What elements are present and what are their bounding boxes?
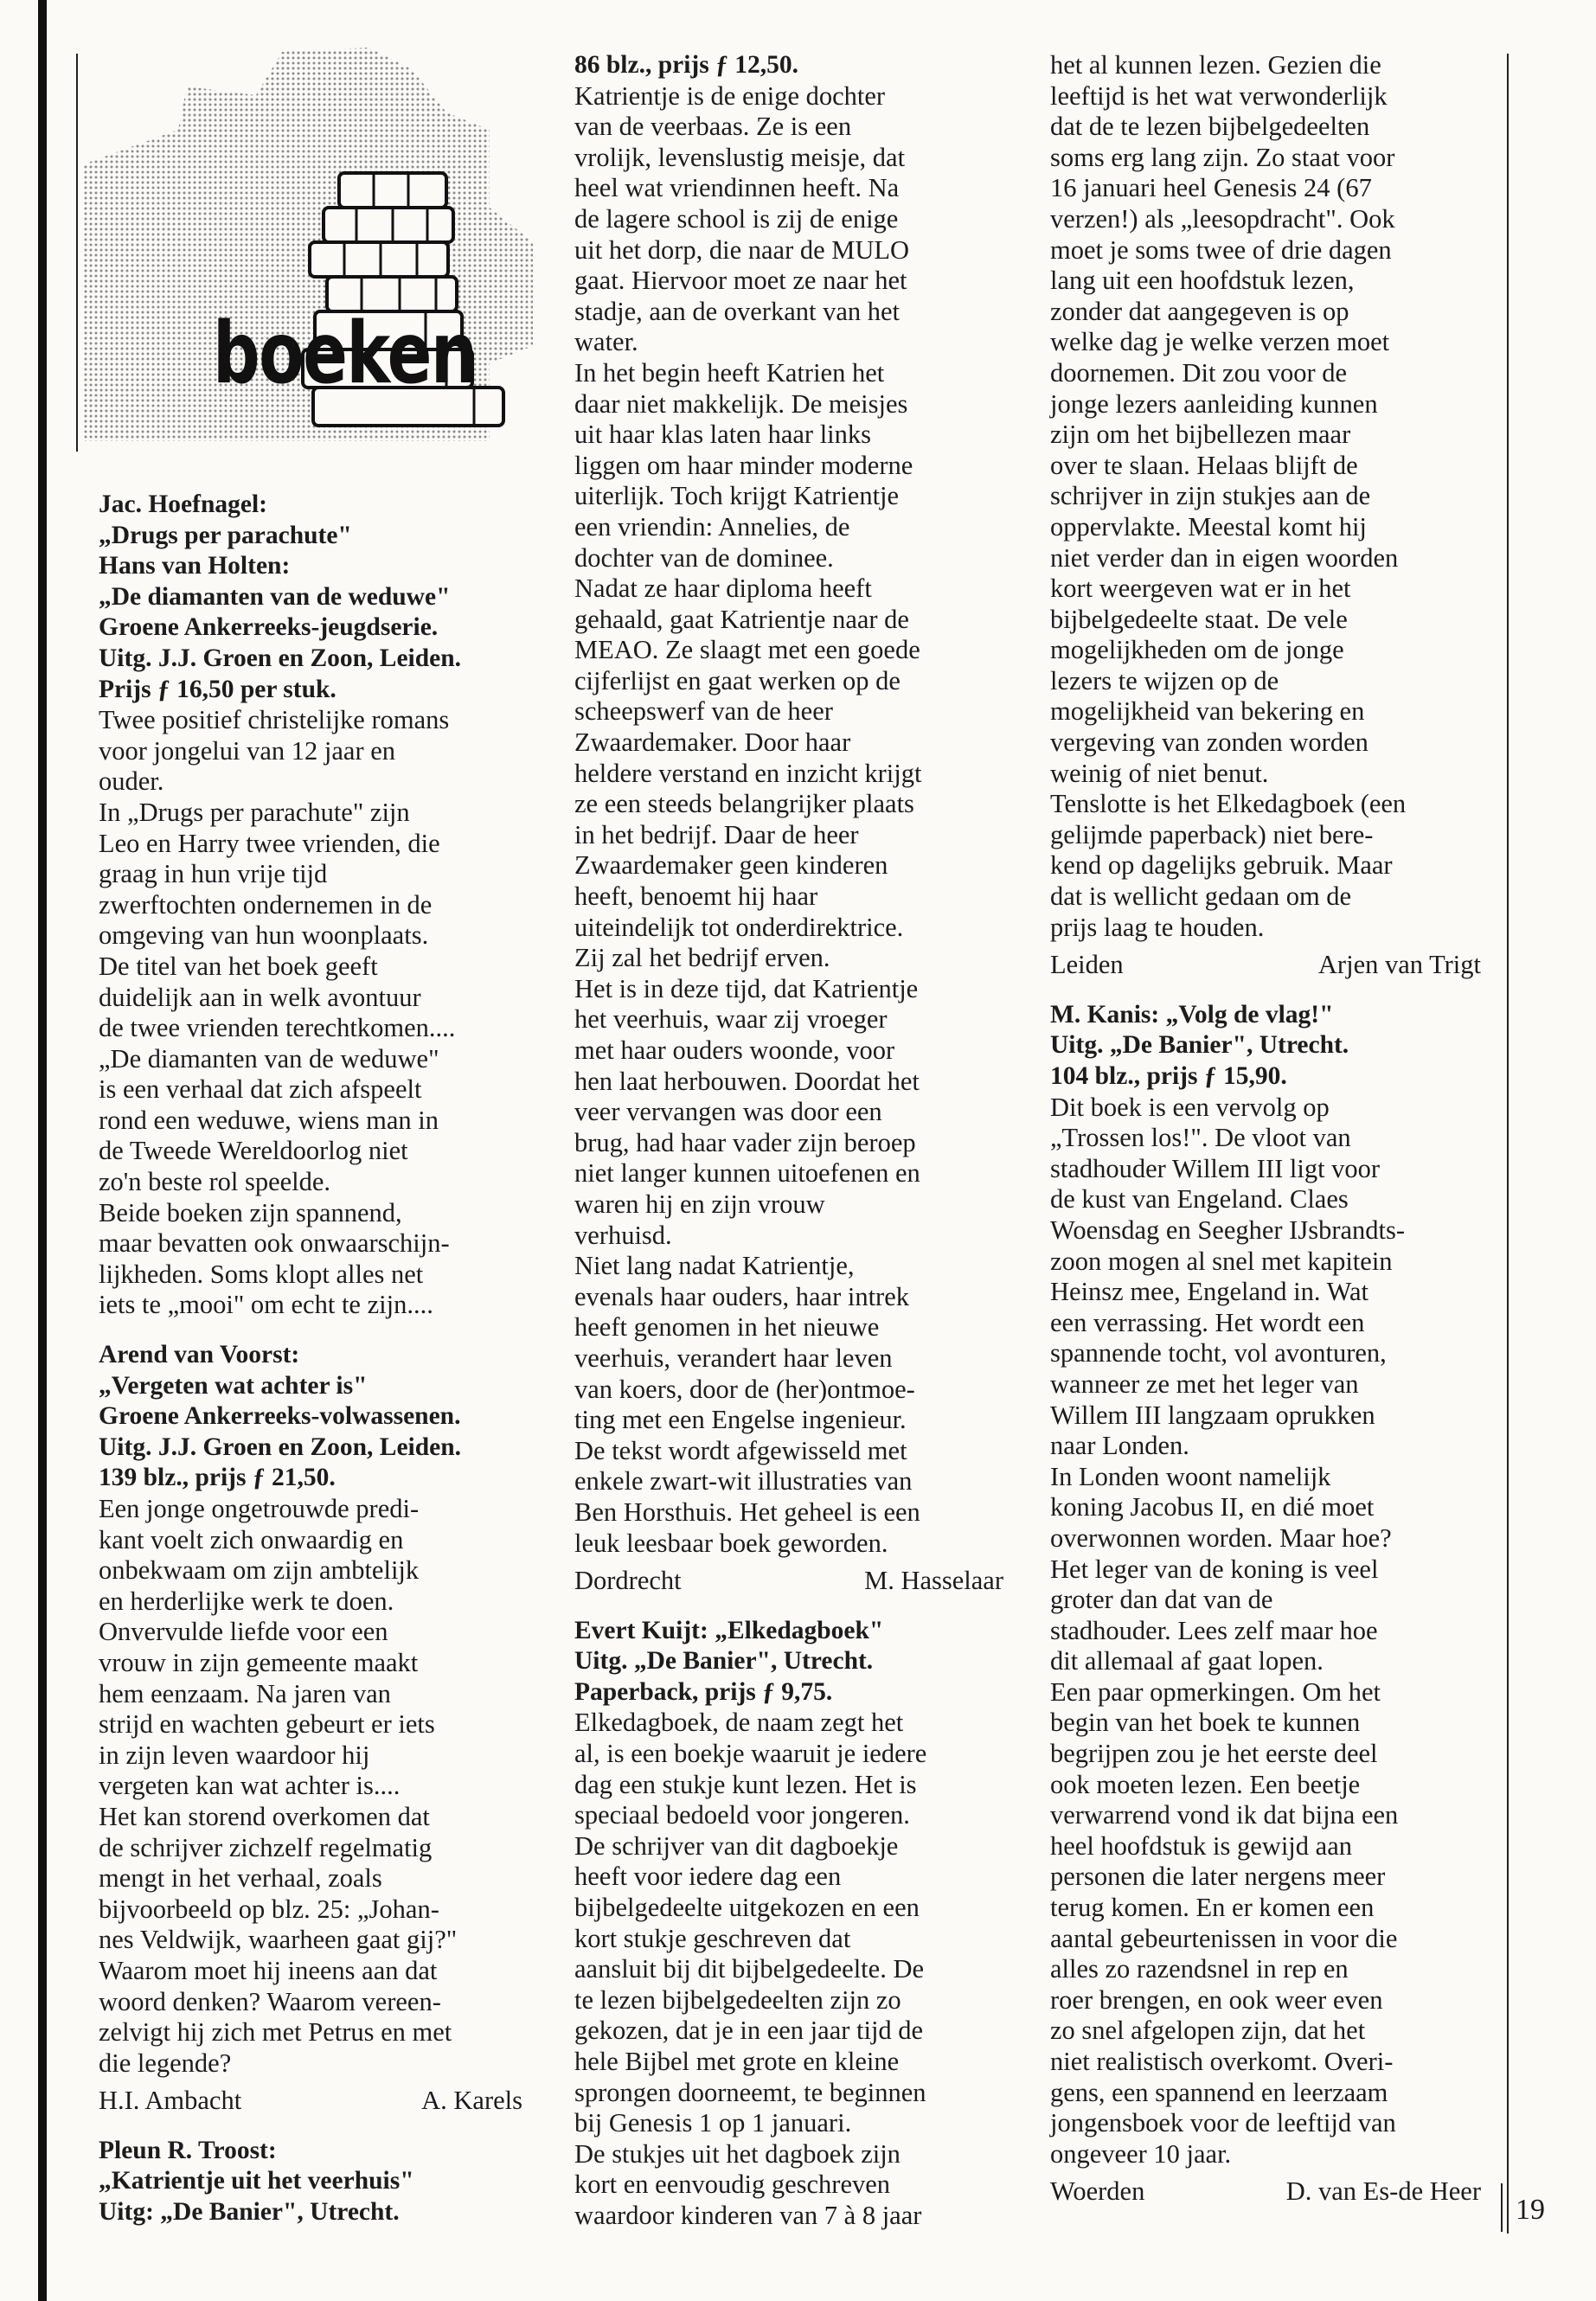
text-line: graag in hun vrije tijd [99,859,328,889]
text-line: omgeving van hun woonplaats. [99,920,429,951]
text-line: heeft genomen in het nieuwe [574,1312,880,1343]
text-line: dat is wellicht gedaan om de [1050,881,1352,912]
section-title: boeken [213,304,477,403]
text-line: heldere verstand en inzicht krijgt [574,758,922,788]
text-line: In Londen woont namelijk [1050,1461,1331,1491]
text-line: leuk leesbaar boek geworden. [574,1528,888,1558]
text-line: zijn om het bijbellezen maar [1050,420,1351,450]
text-line: veer vervangen was door een [574,1097,882,1127]
page-number-rule [1501,2183,1503,2232]
review-body [1050,1093,1481,2170]
text-line: heeft, benoemt hij haar [574,881,818,912]
heading-line: Uitg. „De Banier", Utrecht. [1050,1031,1349,1060]
text-line: Een jonge ongetrouwde predi- [99,1494,420,1523]
text-line: het al kunnen lezen. Gezien die [1050,50,1381,80]
text-line: daar niet makkelijk. De meisjes [574,388,908,419]
text-line: een verrassing. Het wordt een [1050,1307,1365,1337]
review-body [574,1708,1003,2231]
text-line: Tenslotte is het Elkedagboek (een [1050,789,1407,819]
text-line: en herderlijke werk te doen. [99,1586,394,1616]
signature-place: Leiden [1050,950,1124,980]
text-line: mogelijkheid van bekering en [1050,696,1365,727]
text-line: niet langer kunnen uitoefenen en [574,1158,920,1189]
signature-place: Woerden [1050,2176,1145,2207]
text-line: voor jongelui van 12 jaar en [99,735,396,766]
review-signature [1050,950,1481,981]
review-body [1050,50,1481,943]
text-line: de kust van Engeland. Claes [1050,1184,1349,1215]
text-line: in zijn leven waardoor hij [99,1740,370,1770]
text-line: waardoor kinderen van 7 à 8 jaar [574,2200,922,2230]
text-line: leeftijd is het wat verwonderlijk [1050,80,1388,111]
text-line: Twee positief christelijke romans [99,705,450,735]
text-line: soms erg lang zijn. Zo staat voor [1050,142,1395,172]
heading-line: Uitg. „De Banier", Utrecht. [574,1647,874,1676]
text-line: over te slaan. Helaas blijft de [1050,450,1358,480]
text-line: gehaald, gaat Katrientje naar de [574,604,909,634]
text-line: Het is in deze tijd, dat Katrientje [574,973,919,1003]
text-line: Willem III langzaam oprukken [1050,1400,1375,1430]
text-line: Leo en Harry twee vrienden, die [99,828,440,858]
text-line: lang uit een hoofdstuk lezen, [1050,266,1355,296]
text-line: scheepswerf van de heer [574,696,833,727]
heading-line: Groene Ankerreeks-jeugdserie. [99,613,439,642]
text-line: de Tweede Wereldoorlog niet [99,1136,408,1166]
text-line: vergeving van zonden worden [1050,727,1368,758]
review-separator [574,1597,1003,1616]
text-line: gens, een spannend en leerzaam [1050,2077,1388,2107]
text-line: zwerftochten ondernemen in de [99,889,433,920]
column-3 [1050,50,1481,2208]
text-line: De schrijver van dit dagboekje [574,1830,899,1861]
text-line: hen laat herbouwen. Doordat het [574,1066,920,1096]
text-line: terug komen. En er komen een [1050,1893,1375,1923]
text-line: waren hij en zijn vrouw [574,1189,825,1219]
text-line: ting met een Engelse ingenieur. [574,1405,907,1435]
text-line: ze een steeds belangrijker plaats [574,789,914,819]
text-line: bijbelgedeelte uitgekozen en een [574,1893,920,1923]
text-line: vrouw in zijn gemeente maakt [99,1647,419,1677]
text-line: sprongen doorneemt, te beginnen [574,2077,926,2107]
text-line: brug, had haar vader zijn beroep [574,1127,916,1157]
text-line: bijvoorbeeld op blz. 25: „Johan- [99,1894,439,1924]
text-line: hem eenzaam. Na jaren van [99,1678,391,1708]
text-line: jonge lezers aanleiding kunnen [1050,388,1378,419]
text-line: zoon mogen al snel met kapitein [1050,1246,1393,1276]
text-line: Beide boeken zijn spannend, [99,1197,402,1227]
text-line: stadhouder. Lees zelf maar hoe [1050,1615,1378,1645]
heading-line: Evert Kuijt: „Elkedagboek" [574,1616,884,1644]
column-1 [99,490,522,2228]
text-line: Onvervulde liefde voor een [99,1617,388,1647]
heading-line: Arend van Voorst: [99,1341,300,1369]
text-line: uiteindelijk tot onderdirektrice. [574,912,904,942]
text-line: Nadat ze haar diploma heeft [574,574,872,604]
heading-line: Uitg. J.J. Groen en Zoon, Leiden. [99,1433,462,1461]
text-line: vrolijk, levenslustig meisje, dat [574,142,906,172]
review-separator [99,2117,522,2136]
heading-line: Paperback, prijs ƒ 9,75. [574,1677,833,1706]
text-line: Heinsz mee, Engeland in. Wat [1050,1277,1368,1307]
text-line: gaat. Hiervoor moet ze naar het [574,266,907,296]
page-number: 19 [1516,2194,1545,2226]
text-line: ongeveer 10 jaar. [1050,2138,1232,2169]
signature-author: M. Hasselaar [864,1566,1003,1596]
heading-line: „Katrientje uit het veerhuis" [99,2167,414,2195]
text-line: mogelijkheden om de jonge [1050,635,1344,665]
text-line: weinig of niet benut. [1050,758,1269,788]
text-line: lijkheden. Soms klopt alles net [99,1259,424,1289]
text-line: met haar ouders woonde, voor [574,1035,895,1065]
text-line: MEAO. Ze slaagt met een goede [574,635,920,665]
text-line: „De diamanten van de weduwe" [99,1043,439,1074]
text-line: begin van het boek te kunnen [1050,1708,1361,1738]
text-line: „Trossen los!". De vloot van [1050,1123,1351,1153]
text-line: vergeten kan wat achter is.... [99,1771,401,1801]
text-line: 16 januari heel Genesis 24 (67 [1050,173,1372,203]
text-line: hele Bijbel met grote en kleine [574,2047,900,2076]
text-line: groter dan dat van de [1050,1585,1273,1615]
text-line: in het bedrijf. Daar de heer [574,819,859,849]
text-line: mengt in het verhaal, zoals [99,1863,382,1894]
text-line: Zwaardemaker. Door haar [574,727,851,758]
text-line: welke dag je welke verzen moet [1050,327,1390,357]
text-line: verwarrend vond ik dat bijna een [1050,1800,1399,1830]
text-line: Het kan storend overkomen dat [99,1801,430,1831]
column-rule-right [1507,54,1509,2234]
text-line: dat de te lezen bijbelgedeelten [1050,112,1370,142]
text-line: evenals haar ouders, haar intrek [574,1281,909,1311]
text-line: het veerhuis, waar zij vroeger [574,1004,888,1035]
text-line: overwonnen worden. Maar hoe? [1050,1522,1392,1553]
heading-line: „Vergeten wat achter is" [99,1371,368,1400]
review-signature [574,1566,1003,1597]
review-separator [99,1321,522,1340]
review-separator [1050,981,1481,1000]
text-line: Zwaardemaker geen kinderen [574,850,888,881]
text-line: oppervlakte. Meestal komt hij [1050,511,1367,542]
text-line: water. [574,327,638,357]
text-line: Niet lang nadat Katrientje, [574,1251,855,1281]
text-line: heel hoofdstuk is gewijd aan [1050,1830,1352,1861]
text-line: strijd en wachten gebeurt er iets [99,1709,435,1740]
text-line: Een paar opmerkingen. Om het [1050,1676,1381,1707]
text-line: uiterlijk. Toch krijgt Katrientje [574,481,900,511]
review-body [99,705,522,1321]
heading-line: 139 blz., prijs ƒ 21,50. [99,1464,336,1492]
text-line: iets te „mooi" om echt te zijn.... [99,1290,433,1320]
review-signature [1050,2176,1481,2208]
heading-line: „De diamanten van de weduwe" [99,582,451,611]
text-line: Ben Horsthuis. Het geheel is een [574,1497,920,1527]
heading-line: Hans van Holten: [99,552,291,580]
text-line: bij Genesis 1 op 1 januari. [574,2108,852,2138]
text-line: duidelijk aan in welk avontuur [99,982,421,1012]
review-body [574,81,1003,1560]
heading-line: „Drugs per parachute" [99,521,352,549]
review-heading [99,2136,522,2228]
text-line: jongensboek voor de leeftijd van [1050,2108,1396,2138]
text-line: liggen om haar minder moderne [574,450,913,480]
text-line: zelvigt hij zich met Petrus en met [99,2017,452,2048]
text-line: dag een stukje kunt lezen. Het is [574,1769,917,1799]
text-line: bijbelgedeelte staat. De vele [1050,604,1348,634]
heading-line: Uitg. J.J. Groen en Zoon, Leiden. [99,644,462,672]
text-line: dit allemaal af gaat lopen. [1050,1646,1324,1676]
signature-place: Dordrecht [574,1566,682,1596]
text-line: roer brengen, en ook weer even [1050,1984,1383,2015]
text-line: nes Veldwijk, waarheen gaat gij?" [99,1925,458,1955]
text-line: schrijver in zijn stukjes aan de [1050,481,1371,511]
text-line: van koers, door de (her)ontmoe- [574,1374,915,1404]
text-line: de lagere school is zij de enige [574,203,899,234]
text-line: die legende? [99,2048,232,2078]
text-line: gelijmde paperback) niet bere- [1050,819,1374,849]
text-line: te lezen bijbelgedeelten zijn zo [574,1984,901,2015]
text-line: Het leger van de koning is veel [1050,1554,1379,1584]
review-heading [99,1340,522,1494]
heading-line: M. Kanis: „Volg de vlag!" [1050,1000,1334,1029]
signature-author: A. Karels [421,2086,522,2116]
text-line: In het begin heeft Katrien het [574,357,885,388]
text-line: kort stukje geschreven dat [574,1923,851,1953]
text-line: zo snel afgelopen zijn, dat het [1050,2016,1366,2046]
text-line: niet realistisch overkomt. Overi- [1050,2047,1394,2076]
text-line: Elkedagboek, de naam zegt het [574,1708,904,1738]
text-line: enkele zwart-wit illustraties van [574,1466,913,1497]
signature-place: H.I. Ambacht [99,2086,242,2116]
review-heading [1050,1000,1481,1093]
text-line: koning Jacobus II, en dié moet [1050,1492,1375,1522]
text-line: prijs laag te houden. [1050,912,1265,942]
text-line: Zij zal het bedrijf erven. [574,943,830,973]
text-line: al, is een boekje waaruit je iedere [574,1739,927,1769]
text-line: uit het dorp, die naar de MULO [574,234,910,265]
heading-line: Jac. Hoefnagel: [99,490,267,518]
text-line: de schrijver zichzelf regelmatig [99,1832,433,1862]
review-body [99,1494,522,2079]
text-line: heel wat vriendinnen heeft. Na [574,173,900,203]
review-heading [574,50,1003,81]
text-line: stadhouder Willem III ligt voor [1050,1153,1381,1183]
text-line: doornemen. Dit zou voor de [1050,357,1348,388]
text-line: onbekwaam om zijn ambtelijk [99,1555,420,1586]
text-line: speciaal bedoeld voor jongeren. [574,1800,910,1830]
text-line: alles zo razendsnel in rep en [1050,1954,1349,1984]
text-line: de twee vrienden terechtkomen.... [99,1013,456,1043]
text-line: naar Londen. [1050,1431,1189,1461]
text-line: stadje, aan de overkant van het [574,296,901,326]
text-line: In „Drugs per parachute" zijn [99,797,410,827]
text-line: is een verhaal dat zich afspeelt [99,1074,422,1105]
text-line: van de veerbaas. Ze is een [574,112,852,142]
text-line: aantal gebeurtenissen in voor die [1050,1923,1398,1953]
text-line: spannende tocht, vol avonturen, [1050,1338,1387,1368]
text-line: verhuisd. [574,1220,672,1250]
text-line: verzen!) als „leesopdracht". Ook [1050,203,1395,234]
heading-line: Uitg: „De Banier", Utrecht. [99,2198,400,2227]
text-line: heeft voor iedere dag een [574,1862,842,1892]
heading-line: Prijs ƒ 16,50 per stuk. [99,675,337,703]
text-line: zo'n beste rol speelde. [99,1167,331,1197]
heading-line: Pleun R. Troost: [99,2136,277,2164]
text-line: Woensdag en Seegher IJsbrandts- [1050,1215,1406,1245]
text-line: zonder dat aangegeven is op [1050,296,1349,326]
text-line: kant voelt zich onwaardig en [99,1524,404,1554]
text-line: dochter van de dominee. [574,542,834,573]
text-line: kort en eenvoudig geschreven [574,2170,891,2200]
signature-author: Arjen van Trigt [1317,950,1481,980]
review-signature [99,2086,522,2117]
text-line: personen die later nergens meer [1050,1862,1386,1892]
heading-line: 104 blz., prijs ƒ 15,90. [1050,1062,1287,1090]
text-line: cijferlijst en gaat werken op de [574,665,901,695]
text-line: maar bevatten ook onwaarschijn- [99,1228,450,1259]
text-line: woord denken? Waarom vereen- [99,1986,441,2016]
text-line: wanneer ze met het leger van [1050,1368,1359,1399]
books-stack-icon [83,35,533,467]
review-heading [574,1616,1003,1708]
text-line: ouder. [99,766,164,797]
text-line: begrijpen zou je het eerste deel [1050,1739,1378,1769]
text-line: De stukjes uit het dagboek zijn [574,2138,901,2169]
text-line: veerhuis, verandert haar leven [574,1343,893,1373]
signature-author: D. van Es-de Heer [1285,2176,1481,2207]
text-line: De tekst wordt afgewisseld met [574,1435,907,1465]
text-line: aansluit bij dit bijbelgedeelte. De [574,1954,925,1984]
review-heading [99,490,522,705]
text-line: uit haar klas laten haar links [574,420,872,450]
text-line: niet verder dan in eigen woorden [1050,542,1399,573]
text-line: Dit boek is een vervolg op [1050,1092,1330,1122]
text-line: lezers te wijzen op de [1050,665,1279,695]
text-line: een vriendin: Annelies, de [574,511,850,542]
heading-line: 86 blz., prijs ƒ 12,50. [574,51,798,79]
column-2 [574,50,1003,2232]
text-line: gekozen, dat je in een jaar tijd de [574,2016,924,2046]
page-edge-bar [38,0,47,2301]
text-line: rond een weduwe, wiens man in [99,1105,439,1135]
text-line: De titel van het boek geeft [99,951,378,981]
text-line: kend op dagelijks gebruik. Maar [1050,850,1393,881]
text-line: ook moeten lezen. Een beetje [1050,1769,1361,1799]
heading-line: Groene Ankerreeks-volwassenen. [99,1402,461,1431]
text-line: moet je soms twee of drie dagen [1050,234,1392,265]
text-line: Katrientje is de enige dochter [574,80,886,111]
column-rule-left [76,54,78,452]
text-line: Waarom moet hij ineens aan dat [99,1955,438,1985]
text-line: kort weergeven wat er in het [1050,574,1351,604]
